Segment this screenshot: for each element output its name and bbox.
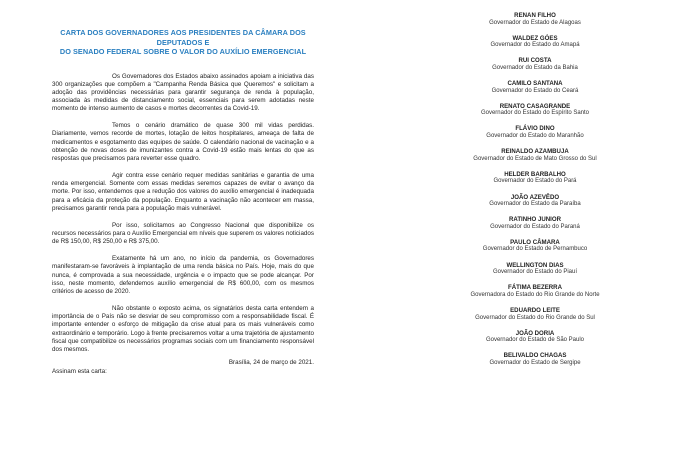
signatory-name: WALDEZ GÓES [512,34,558,42]
signatory-role: Governador do Estado de São Paulo [485,337,585,344]
signatory-role: Governador do Estado do Paraná [490,223,580,230]
paragraph-text: Os Governadores dos Estados abaixo assinados apoiam a iniciativa das 300 organizações que compõem a "Campanha Renda Básica que Queremos" e solicitam a adoção das providências necessárias para garantir segurança de renda à população, associada às medidas de distanciamento social, essenciais para serem adotadas neste momento de intenso aumento de casos e mortes decorrentes da Covid-19. [52,72,314,113]
signatory-role: Governador do Estado do Ceará [491,87,579,94]
signatory [440,103,630,118]
letter-paragraph-6 [52,305,314,354]
signatory-role: Governador do Estado do Rio Grande do Sul [475,314,595,321]
signatory-name: RENATO CASAGRANDE [499,102,571,110]
signatory [440,171,630,186]
signatory-role: Governadora do Estado do Rio Grande do Norte [470,291,600,298]
signatory [440,262,630,277]
signatory [440,194,630,209]
signatory [440,57,630,72]
signatory-role: Governador do Estado do Pará [493,178,577,185]
letter-date: Brasília, 24 de março de 2021. [228,359,314,367]
signatory-name: WELLINGTON DIAS [506,261,564,269]
signatory-name: JOÃO DORIA [515,329,555,337]
signatory [440,352,630,367]
letter-closing: Assinam esta carta: [52,368,107,376]
signatory-role: Governador do Estado de Mato Grosso do Sul [473,155,597,162]
signatory [440,35,630,50]
paragraph-text: Exatamente há um ano, no início da pandemia, os Governadores manifestaram-se favoráveis à implantação de uma renda básica no País. Hoje, mais do que nunca, é comprovada a sua necessidade, urgência e o impacto que se pode alcançar. Por isso, neste momento, defendemos auxílio emergencial de R$ 600,00, com os mesmos critérios de acesso de 2020. [52,255,314,295]
letter-body [52,28,314,376]
signatory-role: Governador do Estado de Alagoas [489,19,581,26]
signatory-role: Governador do Estado de Sergipe [489,359,581,366]
signatory-name: JOÃO AZEVÊDO [510,193,560,201]
signatory [440,216,630,231]
signatory-name: FÁTIMA BEZERRA [508,284,562,292]
signatory-role: Governador do Estado do Espírito Santo [480,110,590,117]
signatory-name: FLÁVIO DINO [515,125,555,133]
signatory-name: RENAN FILHO [514,12,556,19]
signatory-role: Governador do Estado de Pernambuco [482,246,588,253]
paragraph-text: Por isso, solicitamos ao Congresso Nacional que disponibilize os recursos necessários para o Auxílio Emergencial em níveis que superem os valores noticiados de R$ 150,00, R$ 250,00 e R$ 375,00. [52,221,314,246]
signatory [440,239,630,254]
signatory-name: REINALDO AZAMBUJA [501,148,569,156]
paragraph-text: Agir contra esse cenário requer medidas sanitárias e garantia de uma renda emergencial. Somente com essas medidas seremos capazes de evitar o avanço da morte. Por isso, entendemos que a redução dos valores do auxílio emergencial é inadequada para a eficácia da proteção da população. Enquanto a vacinação não acontecer em massa, precisamos garantir renda para a população mais vulnerável. [52,172,314,212]
letter-paragraph-4 [52,222,314,246]
signatory-role: Governador do Estado do Amapá [490,42,580,49]
signatory-role: Governador do Estado do Piauí [492,269,578,276]
signatory-name: RATINHO JUNIOR [508,216,562,224]
letter-title-line-1: CARTA DOS GOVERNADORES AOS PRESIDENTES DA CÂMARA DOS DEPUTADOS E [60,28,306,47]
paragraph-text: Não obstante o exposto acima, os signatários desta carta entendem a importância de o País não se desviar de seu compromisso com a responsabilidade fiscal. É importante entender o esforço de mitigação da crise atual para os mais vulneráveis como extraordinário e temporário. Logo à frente precisaremos voltar a uma trajetória de ajustamento fiscal que compatibilize os necessários programas sociais com um financiamento responsável dos mesmos. [52,305,314,353]
signatory [440,12,630,27]
signatory [440,125,630,140]
paragraph-text: Temos o cenário dramático de quase 300 mil vidas perdidas. Diariamente, vemos recorde de mortes, lotação de leitos hospitalares, ameaça de falta de medicamentos e esgotamento das equipes de saúde. O calendário nacional de vacinação e a obtenção de novas doses de imunizantes contra a Covid-19 estão mais lentas do que as respostas que precisamos para reverter esse quadro. [52,122,314,162]
signatory-name: BELIVALDO CHAGAS [503,352,567,360]
letter-paragraph-5 [52,255,314,296]
signatory [440,330,630,345]
signatory [440,148,630,163]
letter-paragraph-1 [52,73,314,114]
signatory-name: RUI COSTA [518,57,552,65]
signatory [440,80,630,95]
signatory-name: HELDER BARBALHO [504,170,566,178]
signatory-name: PAULO CÂMARA [510,238,560,246]
letter-paragraph-2 [52,122,314,163]
signatory [440,284,630,299]
letter-paragraph-3 [52,172,314,213]
signatory-name: CAMILO SANTANA [507,80,563,88]
letter-title [52,28,314,57]
signatory-role: Governador do Estado do Maranhão [486,133,584,140]
signatory-role: Governador do Estado da Paraíba [489,201,581,208]
signatory-role: Governador do Estado da Bahia [492,64,578,71]
signatory-name: EDUARDO LEITE [510,306,560,314]
signatories-list [440,12,630,375]
signatory [440,307,630,322]
letter-title-line-2: DO SENADO FEDERAL SOBRE O VALOR DO AUXÍLIO EMERGENCIAL [59,47,307,56]
